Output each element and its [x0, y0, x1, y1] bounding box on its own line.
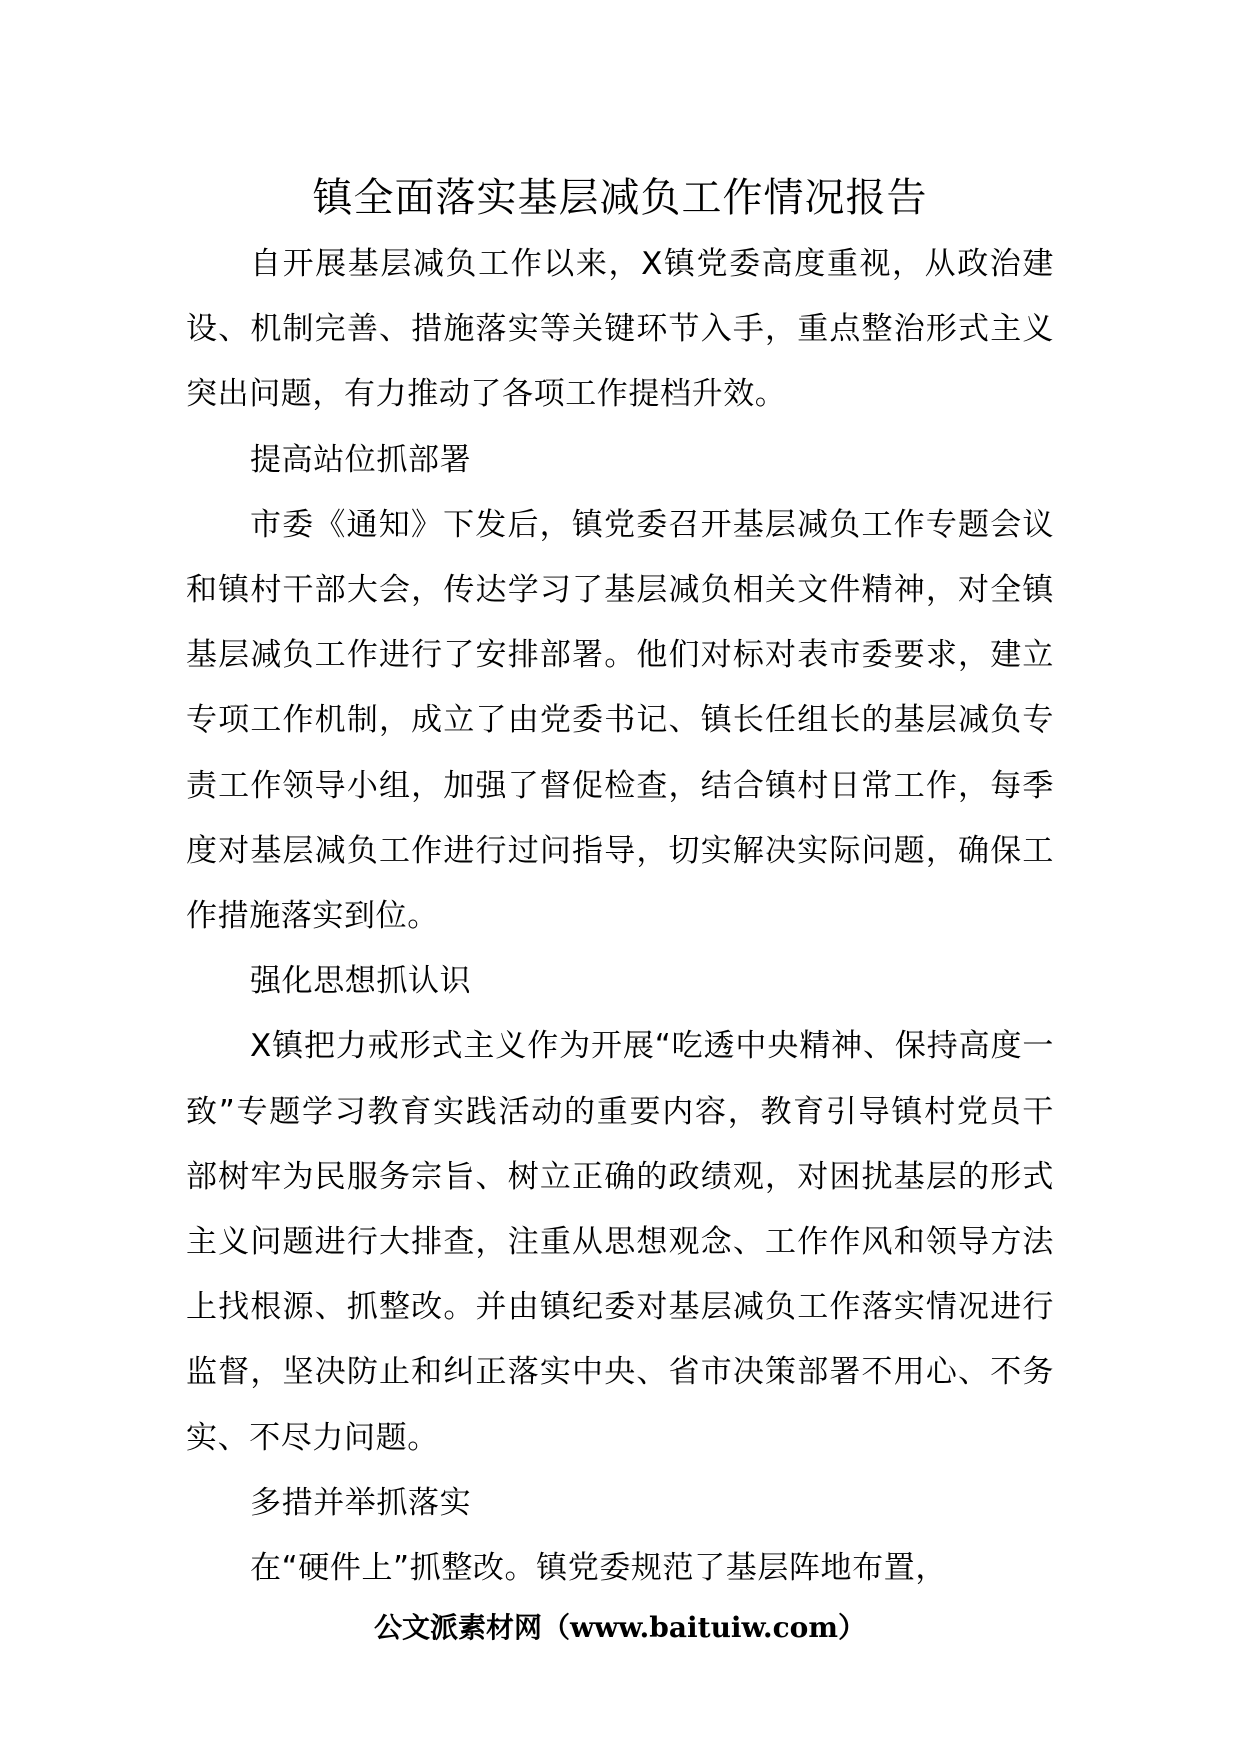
section-heading: 强化思想抓认识	[250, 963, 472, 1000]
section-heading: 多措并举抓落实	[250, 1484, 472, 1521]
footer-source-credit: 公文派素材网（www.baituiw.com）	[374, 1611, 866, 1644]
document-body	[186, 232, 1054, 1601]
paragraph: 市委《通知》下发后，镇党委召开基层减负工作专题会议和镇村干部大会，传达学习了基层减负相关文件精神，对全镇基层减负工作进行了安排部署。他们对标对表市委要求，建立专项工作机制，成立了由党委书记、镇长任组长的基层减负专责工作领导小组，加强了督促检查，结合镇村日常工作，每季度对基层减负工作进行过问指导，切实解决实际问题，确保工作措施落实到位。	[186, 506, 1054, 935]
paragraph-intro: 自开展基层减负工作以来，X镇党委高度重视，从政治建设、机制完善、措施落实等关键环节入手，重点整治形式主义突出问题，有力推动了各项工作提档升效。	[186, 246, 1054, 413]
paragraph: X镇把力戒形式主义作为开展“吃透中央精神、保持高度一致”专题学习教育实践活动的重要内容，教育引导镇村党员干部树牢为民服务宗旨、树立正确的政绩观，对困扰基层的形式主义问题进行大排查，注重从思想观念、工作作风和领导方法上找根源、抓整改。并由镇纪委对基层减负工作落实情况进行监督，坚决防止和纠正落实中央、省市决策部署不用心、不务实、不尽力问题。	[186, 1028, 1054, 1456]
paragraph: 在“硬件上”抓整改。镇党委规范了基层阵地布置，	[250, 1550, 947, 1587]
section-heading: 提高站位抓部署	[250, 441, 472, 478]
document-title: 镇全面落实基层减负工作情况报告	[312, 175, 928, 221]
